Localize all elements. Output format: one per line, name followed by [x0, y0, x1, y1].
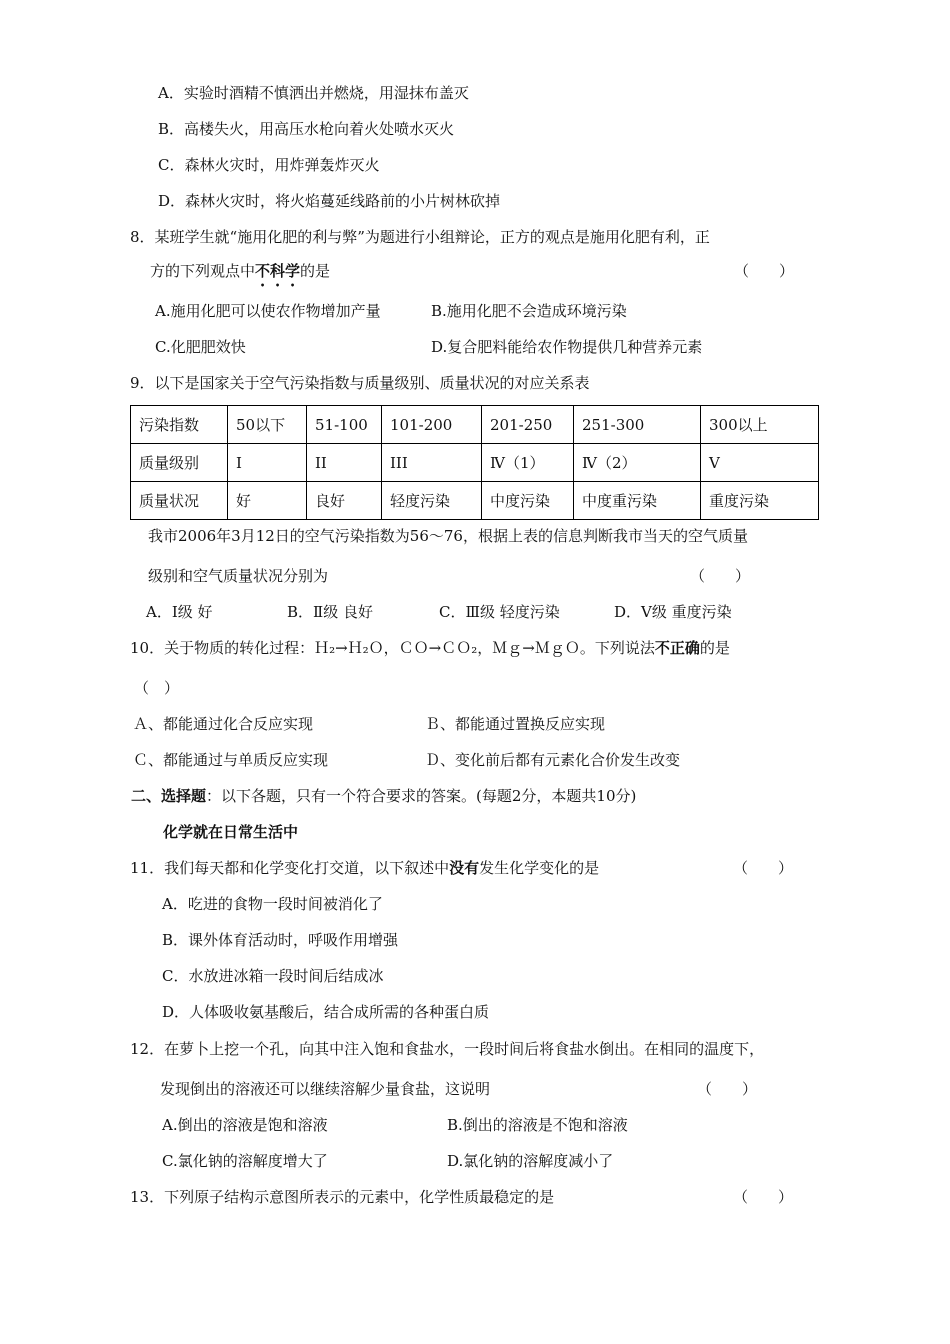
table-cell: 质量级别 — [131, 444, 228, 482]
q9-option-c: C．Ⅲ级 轻度污染 — [439, 603, 560, 621]
q12-option-a: A.倒出的溶液是饱和溶液 — [162, 1116, 328, 1134]
table-cell: 轻度污染 — [382, 482, 482, 520]
q8-option-c: C.化肥肥效快 — [155, 338, 246, 356]
q8-answer-paren: （ ） — [734, 262, 795, 280]
q9-question-line1: 我市2006年3月12日的空气污染指数为56～76，根据上表的信息判断我市当天的空气质量 — [148, 527, 748, 545]
table-cell: 51-100 — [307, 406, 382, 444]
table-cell: 251-300 — [574, 406, 701, 444]
q11-answer-paren: （ ） — [733, 859, 794, 877]
table-cell: 良好 — [307, 482, 382, 520]
table-cell: I — [228, 444, 307, 482]
q11-option-c: C．水放进冰箱一段时间后结成冰 — [162, 967, 384, 985]
q9-stem: 9．以下是国家关于空气污染指数与质量级别、质量状况的对应关系表 — [130, 374, 590, 392]
section-subheading: 化学就在日常生活中 — [163, 823, 299, 841]
table-cell: 300以上 — [701, 406, 819, 444]
q8-stem-line1: 8．某班学生就“施用化肥的利与弊”为题进行小组辩论，正方的观点是施用化肥有利，正 — [130, 228, 710, 246]
q12-answer-paren: （ ） — [697, 1080, 758, 1098]
q12-option-c: C.氯化钠的溶解度增大了 — [162, 1152, 328, 1170]
q12-stem-line2: 发现倒出的溶液还可以继续溶解少量食盐，这说明 — [160, 1080, 491, 1098]
q10-option-c: Ｃ、都能通过与单质反应实现 — [133, 751, 329, 769]
q11-option-b: B．课外体育活动时，呼吸作用增强 — [162, 931, 399, 949]
q8-emphasis: 不科学 — [255, 262, 301, 280]
table-cell: III — [382, 444, 482, 482]
q12-option-d: D.氯化钠的溶解度减小了 — [447, 1152, 614, 1170]
table-cell: V — [701, 444, 819, 482]
table-cell: Ⅳ（1） — [482, 444, 574, 482]
table-cell: 重度污染 — [701, 482, 819, 520]
q11-option-a: A．吃进的食物一段时间被消化了 — [162, 895, 383, 913]
table-cell: 好 — [228, 482, 307, 520]
q9-option-a: A．Ⅰ级 好 — [146, 603, 213, 621]
table-row — [131, 482, 819, 520]
table-cell: 质量状况 — [131, 482, 228, 520]
q7-option-c: C．森林火灾时，用炸弹轰炸灭火 — [158, 156, 380, 174]
q7-option-b: B．高楼失火，用高压水枪向着火处喷水灭火 — [158, 120, 455, 138]
q12-stem-line1: 12．在萝卜上挖一个孔，向其中注入饱和食盐水，一段时间后将食盐水倒出。在相同的温度下， — [130, 1040, 765, 1058]
q13-answer-paren: （ ） — [733, 1188, 794, 1206]
table-row — [131, 406, 819, 444]
q10-option-b: Ｂ、都能通过置换反应实现 — [425, 715, 606, 733]
q9-answer-paren: （ ） — [690, 567, 751, 585]
table-cell: 污染指数 — [131, 406, 228, 444]
q8-option-d: D.复合肥料能给农作物提供几种营养元素 — [431, 338, 703, 356]
q10-stem: 10．关于物质的转化过程：Ｈ₂→Ｈ₂Ｏ，ＣＯ→ＣＯ₂，Ｍｇ→ＭｇＯ。下列说法不正确的是 — [130, 639, 730, 657]
q8-stem-line2: 方的下列观点中不科学的是 — [150, 262, 331, 280]
q8-option-a: A.施用化肥可以使农作物增加产量 — [155, 302, 381, 320]
table-cell: II — [307, 444, 382, 482]
q11-emphasis: 没有 — [449, 859, 480, 877]
q7-option-a: A．实验时酒精不慎洒出并燃烧，用湿抹布盖灭 — [158, 84, 469, 102]
q9-option-d: D．Ⅴ级 重度污染 — [614, 603, 732, 621]
q9-question-line2: 级别和空气质量状况分别为 — [148, 567, 329, 585]
table-cell: 201-250 — [482, 406, 574, 444]
q11-option-d: D．人体吸收氨基酸后，结合成所需的各种蛋白质 — [162, 1003, 490, 1021]
q10-answer-paren: （ ） — [134, 679, 180, 697]
q9-option-b: B．Ⅱ级 良好 — [287, 603, 373, 621]
q8-option-b: B.施用化肥不会造成环境污染 — [431, 302, 627, 320]
table-row — [131, 444, 819, 482]
section-heading: 二、选择题：以下各题，只有一个符合要求的答案。(每题2分，本题共10分) — [131, 787, 637, 805]
aqi-table — [130, 405, 819, 520]
q7-option-d: D．森林火灾时，将火焰蔓延线路前的小片树林砍掉 — [158, 192, 501, 210]
q11-stem: 11．我们每天都和化学变化打交道，以下叙述中没有发生化学变化的是 — [130, 859, 600, 877]
table-cell: 中度污染 — [482, 482, 574, 520]
q13-stem: 13．下列原子结构示意图所表示的元素中，化学性质最稳定的是 — [130, 1188, 555, 1206]
table-cell: 101-200 — [382, 406, 482, 444]
table-cell: Ⅳ（2） — [574, 444, 701, 482]
q10-emphasis: 不正确 — [654, 639, 700, 657]
q12-option-b: B.倒出的溶液是不饱和溶液 — [447, 1116, 628, 1134]
q10-option-d: Ｄ、变化前后都有元素化合价发生改变 — [425, 751, 681, 769]
table-cell: 中度重污染 — [574, 482, 701, 520]
q10-option-a: Ａ、都能通过化合反应实现 — [133, 715, 314, 733]
table-cell: 50以下 — [228, 406, 307, 444]
